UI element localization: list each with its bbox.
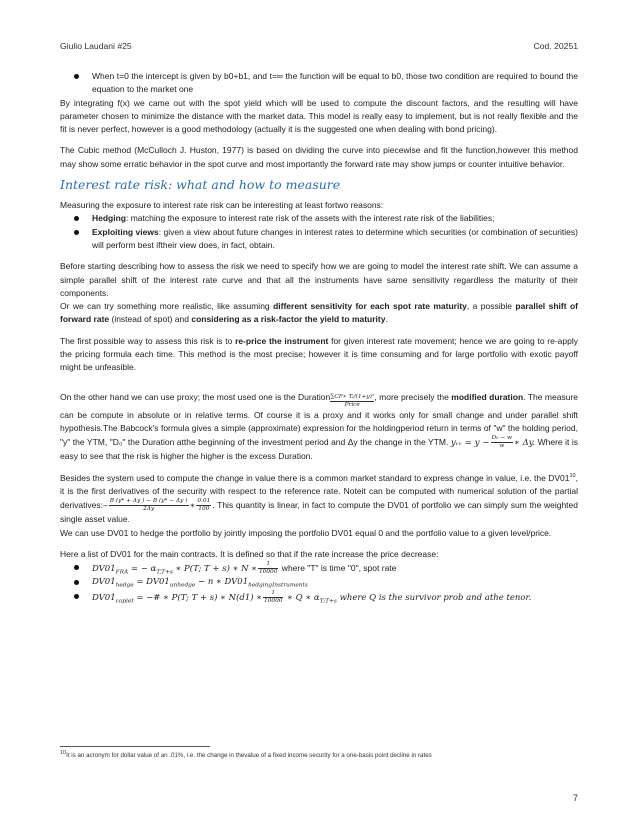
formula-part: ∗ P(T; T + s) ∗ N ∗ (172, 564, 257, 575)
bullet-text: : given a view about future changes in interest rates to determine which securities (or combination of securities) will perform best iftheir view does, in fact, obtain. (92, 226, 578, 250)
formula-note: where "T" is time "0", spot rate (279, 563, 397, 574)
text: . This quantity is linear, in fact to compute the DV01 of portfolio we can simply sum the weighted single asset value. (60, 499, 578, 525)
bold-text: modified duration (451, 391, 524, 402)
text: The first possible way to assess this risk is to (60, 335, 236, 346)
dv01-caplet (60, 590, 578, 605)
page-body (60, 70, 578, 605)
duration-formula (330, 394, 374, 409)
page-number: 7 (572, 793, 578, 803)
footnote-text: It is an acronym for dollar value of an .01%, i.e. the change in thevalue of a fixed income security for a one-basis point decline in rates (66, 752, 432, 759)
fraction (263, 590, 283, 605)
bullet-bold: Exploiting views (92, 226, 159, 237)
bullet-intercept-text: When t=0 the intercept is given by b0+b1, and t=∞ the function will be equal to b0, those two condition are required to bound the equation to the market one (92, 71, 578, 95)
formula-numerator: ∑CF∗ Tᵢ/(1+y)ᵀ (330, 393, 375, 400)
fraction (258, 561, 278, 576)
footnote-ref[interactable]: 10 (569, 472, 576, 479)
formula-note: where Q is the survivor prob and athe tenor. (336, 592, 532, 603)
fraction (491, 435, 513, 450)
subscript: T;T+s (319, 598, 337, 605)
paragraph-first-way (60, 335, 578, 375)
text: for given interest rate movement; hence we are going to re-apply the pricing formula each time. This method is the most precise; however it is time consuming and for large portfolio with exotic payoff might be unfeasible. (60, 335, 578, 373)
formula-part: = − α (128, 564, 157, 575)
formula-part: = DV01 (133, 577, 170, 588)
header-code: Cod. 20251 (533, 41, 578, 51)
text: . (523, 391, 526, 402)
formula-part: DV01 (92, 592, 116, 603)
text: The measure can be compute in absolute or in relative terms. Of course it is a proxy and it works only for small change and under parallel shift hypothesis.The Babcock's formula gives a simple (approximate) expression for the holdingperiod return in terms of "w" the holding period, "y" the YTM, "D₀" the Duration atthe beginning of the investment period and Δy the change in the YTM. (60, 391, 579, 447)
formula-part: ∗ Q ∗ α (284, 592, 320, 603)
bullet-exploiting (60, 226, 578, 253)
subscript: unhedge (169, 583, 196, 590)
operator: ∗ (189, 500, 196, 511)
bullet-hedging (60, 212, 578, 225)
paragraph-list-intro: Here a list of DV01 for the main contracts. It is defined so that if the rate increase the price decrease: (60, 548, 439, 559)
dv01-fra (60, 561, 578, 576)
bullet-intercept (60, 70, 578, 97)
formula-part: − n ∗ DV01 (195, 577, 249, 588)
text: Or we can try something more realistic, like assuming (60, 301, 274, 312)
fraction-num: D₀ − w (491, 435, 512, 442)
subscript: caplet (115, 598, 134, 605)
footnote (60, 749, 432, 759)
paragraph-measuring: Measuring the exposure to interest rate risk can be interesting at least fortwo reasons: (60, 200, 384, 211)
fraction-num: 0.01 (197, 498, 211, 505)
scale-fraction (196, 498, 211, 513)
text: , a possible (466, 301, 516, 312)
paragraph-or (60, 300, 578, 327)
bold-text: different sensitivity for each spot rate maturity (273, 301, 467, 312)
paragraph-before: Before starting describing how to assess the risk we need to specify how we are going to model the interest rate shift. We can assume a simple parallel shift of the interest rate curve and that all the instruments have same sensitivity regardless the maturity of their components. (60, 261, 578, 298)
bullet-bold: Hedging (92, 213, 126, 224)
paragraph-proxy (60, 391, 578, 464)
babcock-formula: yᵥᵥ = y − (450, 437, 490, 448)
formula-part: DV01 (92, 564, 116, 575)
text: Besides the system used to compute the change in value there is a common market standard to express change in value, i.e. the DV01 (60, 472, 570, 483)
fraction-num: 1 (263, 590, 283, 598)
subscript: FRA (115, 569, 129, 576)
paragraph-cubic: The Cubic method (McCulloch J. Huston, 1977) is based on dividing the curve into piecewise and fit the function,however this method may show some erratic behavior in the spot curve and most importantly the forward rate may show jumps or counter intuitive behavior. (60, 145, 578, 169)
bullet-text: : matching the exposure to interest rate risk of the assets with the interest rate risk of the liabilities; (126, 213, 495, 224)
bullet-icon (74, 580, 79, 585)
formula-tail: ∗ Δy. (513, 437, 536, 448)
subscript: hedge (115, 583, 134, 590)
fraction-den: 10000 (258, 569, 278, 576)
paragraph-dv01-hedge: We can use DV01 to hedge the portfolio by jointly imposing the portfolio DV01 equal 0 and the portfolio value to a given level/price. (60, 527, 552, 538)
fraction-den: 100 (198, 506, 210, 513)
fraction-num: B (y* + Δy ) − B (y* − Δy ) (109, 498, 188, 505)
bold-text: re-price the instrument (235, 335, 329, 346)
bullet-icon (74, 594, 79, 599)
formula-part: = −# ∗ P(T; T + s) ∗ N(d1) ∗ (133, 592, 263, 603)
fraction-den: 2Δy (143, 506, 155, 513)
bold-text: considering as a risk-factor the yield to maturity (191, 314, 386, 325)
text: , more precisely the (374, 391, 452, 402)
paragraph-dv01 (60, 472, 578, 527)
text: , it is the first derivatives of the security with respect to the reference rate. Noteit can be computed with numerical solution of the partial derivatives:– (60, 472, 578, 510)
text: Where it is easy to see that the risk is higher the higher is the excess Duration. (60, 436, 578, 462)
footnote-number: 10 (60, 749, 67, 756)
fraction-num: 1 (258, 561, 278, 569)
fraction-den: w (499, 443, 505, 450)
bullet-icon (74, 216, 79, 221)
bullet-icon (74, 74, 79, 79)
text: (instead of spot) and (109, 314, 192, 325)
formula-denominator: Price (344, 401, 360, 408)
footnote-divider (60, 746, 210, 747)
formula-part: DV01 (92, 577, 116, 588)
header-author: Giulio Laudani #25 (60, 41, 132, 51)
section-title: Interest rate risk: what and how to measure (60, 177, 341, 193)
subscript: T,T+s (156, 569, 173, 576)
derivative-fraction (109, 498, 189, 513)
text: On the other hand we can use proxy; the most used one is the Duration (60, 391, 331, 402)
text: . (385, 314, 388, 325)
bold-text: parallel shift of forward rate (60, 301, 578, 325)
bullet-icon (74, 230, 79, 235)
paragraph-integrating: By integrating f(x) we came out with the spot yield which will be used to compute the discount factors, and the resulting will have parameter chosen to minimize the distance with the market data. This model is really easy to implement, but is not really flexible and the fit is never perfect, however is a good methodology (actually it is the suggested one when dealing with bond pricing). (60, 97, 578, 135)
bullet-icon (74, 565, 79, 570)
subscript: hedgingInstruments (248, 583, 308, 590)
dv01-hedge (60, 576, 578, 589)
fraction-den: 10000 (264, 597, 283, 604)
